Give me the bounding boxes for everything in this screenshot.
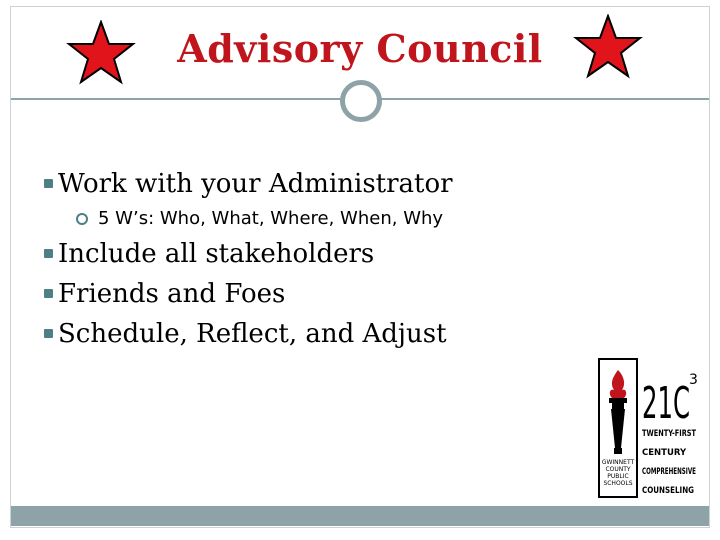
red-star-right-icon (573, 14, 643, 80)
logo-line: TWENTY-FIRST (642, 429, 697, 439)
21c3-logo (598, 358, 698, 500)
bullet-marker-icon (44, 329, 53, 338)
logo-district-line: PUBLIC (607, 473, 629, 480)
bullet-text: Friends and Foes (58, 279, 286, 309)
logo-district-line: SCHOOLS (603, 480, 633, 487)
bullet-marker-icon (44, 249, 53, 258)
logo-superscript: 3 (689, 372, 698, 388)
logo-big-text: 21C (642, 378, 690, 429)
bullet-list (44, 164, 453, 354)
bullet-text: Include all stakeholders (58, 239, 375, 269)
sub-bullet-item (76, 204, 453, 234)
bullet-item (44, 234, 453, 274)
circle-ornament-icon (340, 80, 382, 122)
bullet-item (44, 164, 453, 204)
bullet-item (44, 314, 453, 354)
bullet-item (44, 274, 453, 314)
logo-line: CENTURY (642, 448, 687, 458)
logo-district-line: COUNTY (605, 466, 631, 473)
bullet-marker-icon (44, 179, 53, 188)
bullet-text: Schedule, Reflect, and Adjust (58, 319, 447, 349)
slide-title: Advisory Council (177, 26, 543, 71)
logo-line: COUNSELING (642, 486, 695, 496)
logo-line: COMPREHENSIVE (642, 467, 697, 477)
logo-district-line: GWINNETT (601, 459, 635, 466)
bullet-text: Work with your Administrator (58, 169, 453, 199)
bullet-marker-icon (44, 289, 53, 298)
sub-bullet-marker-icon (76, 213, 88, 225)
sub-bullet-text: 5 W’s: Who, What, Where, When, Why (98, 208, 444, 229)
footer-bar (11, 506, 709, 526)
